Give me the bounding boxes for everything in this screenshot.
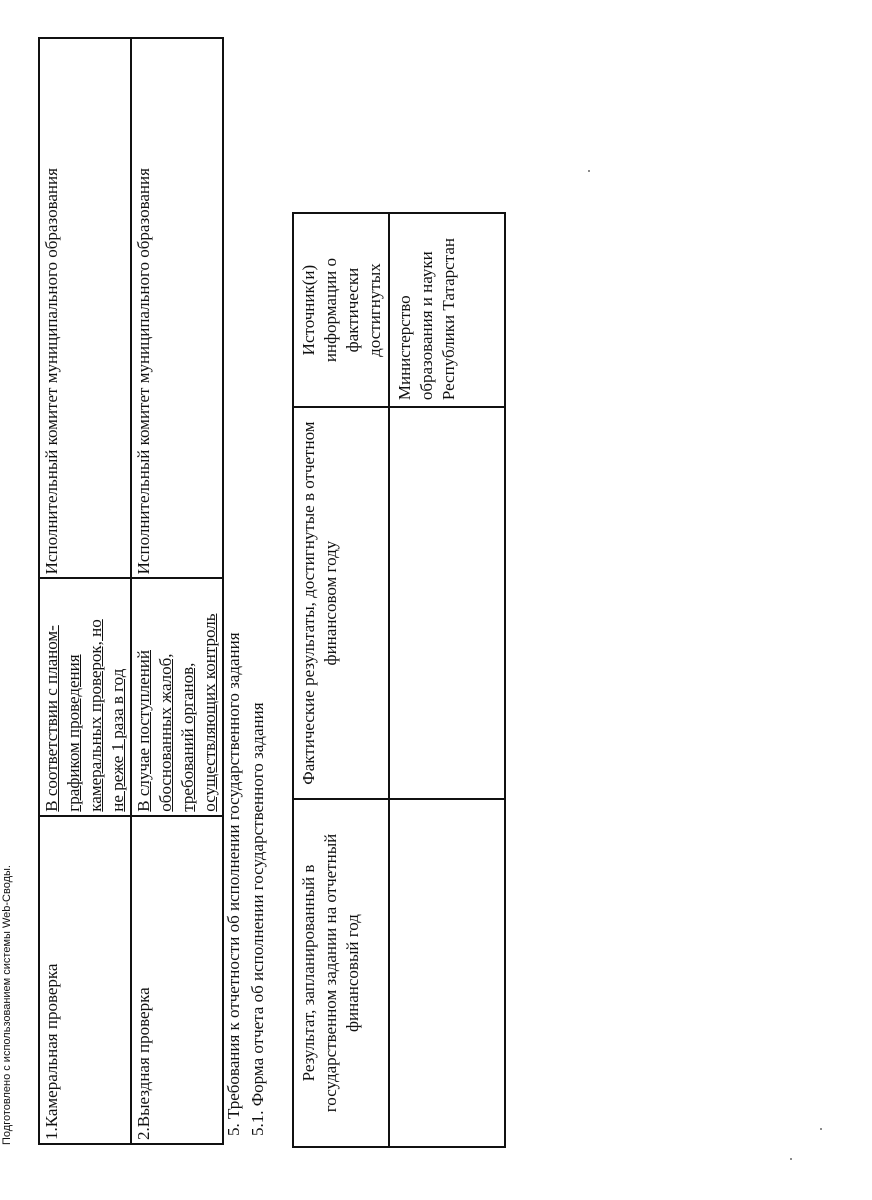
- actual-result-cell: [389, 407, 505, 799]
- control-form-cell: 1.Камеральная проверка: [39, 816, 131, 1144]
- control-form-cell: 2.Выездная проверка: [131, 816, 223, 1144]
- periodicity-cell: [131, 578, 223, 815]
- source-cell: Министерство образования и науки Республики Татарстан: [389, 213, 505, 407]
- periodicity-line: обоснованных жалоб,: [156, 653, 175, 812]
- planned-result-header: Результат, запланированный в государственном задании на отчетный финансовый год: [293, 799, 389, 1147]
- header-note: Подготовлено с использованием системы Web-Своды.: [1, 865, 13, 1145]
- control-body-cell: Исполнительный комитет муниципального образования: [131, 38, 223, 578]
- source-header-text: Источник(и) информации о фактически достигнутых: [299, 257, 384, 363]
- control-body-cell: Исполнительный комитет муниципального образования: [39, 38, 131, 578]
- periodicity-line: В соответствии с планом-: [42, 625, 61, 812]
- table-row: [131, 38, 223, 1144]
- source-header: [293, 213, 389, 407]
- periodicity-line: требований органов,: [178, 662, 197, 812]
- scan-speck: [588, 170, 590, 172]
- table-header-row: [293, 213, 389, 1147]
- actual-result-header: Фактические результаты, достигнутые в отчетном финансовом году: [293, 407, 389, 799]
- control-table: [38, 37, 224, 1145]
- periodicity-line: осуществляющих контроль: [200, 613, 219, 812]
- scan-speck: [790, 1158, 792, 1160]
- section-heading-5-1: 5.1. Форма отчета об исполнении государственного задания: [248, 702, 267, 1136]
- periodicity-line: не реже 1 раза в год: [108, 668, 127, 812]
- report-table: [292, 212, 506, 1148]
- table-row: [39, 38, 131, 1144]
- periodicity-line: графиком проведения: [64, 654, 83, 812]
- planned-result-cell: [389, 799, 505, 1147]
- periodicity-line: камеральных проверок, но: [86, 619, 105, 812]
- section-heading-5: 5. Требования к отчетности об исполнении государственного задания: [224, 632, 243, 1136]
- scan-speck: [820, 1128, 822, 1130]
- table-row: [389, 213, 505, 1147]
- periodicity-line: В случае поступлений: [134, 650, 153, 812]
- periodicity-cell: [39, 578, 131, 815]
